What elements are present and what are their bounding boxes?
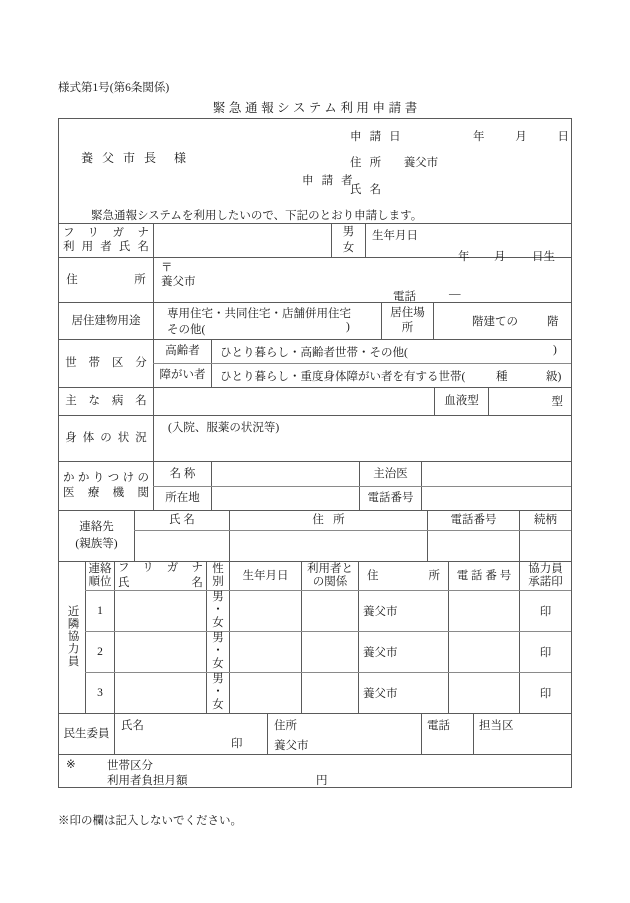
building-other-option[interactable]: その他( xyxy=(167,323,206,336)
neighbor-name-input-2[interactable] xyxy=(114,632,206,672)
applicant-name-label: 氏 名 xyxy=(350,184,384,196)
welfare-address-label: 住所 xyxy=(274,719,297,732)
contact-label-line1: 連絡先 xyxy=(79,521,114,534)
welfare-commissioner-row xyxy=(59,713,571,754)
elderly-options[interactable]: ひとり暮らし・高齢者世帯・その他( xyxy=(220,346,408,359)
neighbor-sex-2[interactable]: 男 ・ 女 xyxy=(206,632,229,672)
neighbor-relation-input-2[interactable] xyxy=(301,632,358,672)
neighbor-seal-2[interactable]: 印 xyxy=(519,632,571,672)
household-category-row xyxy=(59,339,571,387)
illness-input[interactable] xyxy=(153,388,434,415)
neighbors-col-birth: 生年月日 xyxy=(242,569,289,582)
applicant-address-label: 住 所 xyxy=(350,157,384,169)
welfare-seal[interactable]: 印 xyxy=(231,737,243,750)
phone-dash: — xyxy=(449,287,461,300)
official-mark-icon: ※ xyxy=(66,758,76,771)
application-statement: 緊急通報システムを利用したいので、下記のとおり申請します。 xyxy=(91,210,423,222)
neighbors-col-furigana: フリガナ xyxy=(118,562,203,575)
neighbors-col-order: 連絡 順位 xyxy=(88,562,112,588)
building-other-close: ) xyxy=(346,320,350,333)
form-number: 様式第1号(第6条関係) xyxy=(58,82,170,94)
neighbor-phone-input-3[interactable] xyxy=(448,673,519,713)
official-use-row xyxy=(59,754,571,787)
neighbor-birth-input-3[interactable] xyxy=(229,673,301,713)
blood-type-unit: 型 xyxy=(551,395,563,408)
address-label: 住所 xyxy=(66,273,149,286)
table-row xyxy=(85,591,571,632)
official-household-label: 世帯区分 xyxy=(107,759,153,772)
birth-year-label: 年 xyxy=(458,251,470,263)
neighbor-order-3: 3 xyxy=(97,686,103,699)
apply-month-label: 月 xyxy=(515,131,527,143)
clinic-location-input[interactable] xyxy=(211,487,359,510)
elderly-options-close: ) xyxy=(553,343,557,356)
building-options-cell[interactable] xyxy=(153,303,381,339)
building-use-row xyxy=(59,302,571,339)
sex-female-option[interactable]: 女 xyxy=(342,242,355,255)
physical-condition-label: 身体の状況 xyxy=(65,432,149,445)
contact-col-address: 住 所 xyxy=(312,514,348,527)
phone-label: 電話 xyxy=(393,290,416,303)
neighbor-sex-3[interactable]: 男 ・ 女 xyxy=(206,673,229,713)
neighbors-col-relation: 利用者と の関係 xyxy=(307,562,353,588)
contact-relation-input[interactable] xyxy=(519,531,571,561)
welfare-district-label: 担当区 xyxy=(479,719,514,732)
applicant-label: 申 請 者 xyxy=(302,175,356,187)
building-options[interactable]: 専用住宅・共同住宅・店舗併用住宅 xyxy=(167,307,351,320)
contact-col-phone: 電話番号 xyxy=(450,514,497,527)
floor-unit-label: 階 xyxy=(547,315,559,328)
residence-place-label: 居住場所 xyxy=(390,307,425,334)
neighbors-col-name: 氏 名 xyxy=(118,576,203,589)
illness-row xyxy=(59,387,571,415)
neighbor-city-3: 養父市 xyxy=(363,687,398,700)
physical-condition-row xyxy=(59,415,571,461)
user-name-input[interactable] xyxy=(153,224,331,257)
user-name-label: 利用者氏名 xyxy=(63,241,149,254)
birth-date-cell[interactable] xyxy=(365,224,571,263)
clinic-phone-label: 電話番号 xyxy=(367,492,414,505)
birth-day-label: 日生 xyxy=(532,251,555,263)
table-row xyxy=(85,673,571,713)
neighbor-relation-input-3[interactable] xyxy=(301,673,358,713)
application-form-table xyxy=(58,118,572,788)
neighbor-name-input-1[interactable] xyxy=(114,591,206,631)
neighbor-sex-1[interactable]: 男 ・ 女 xyxy=(206,591,229,631)
address-input-cell[interactable] xyxy=(153,258,571,302)
attending-doctor-input[interactable] xyxy=(421,462,571,486)
official-currency-label: 円 xyxy=(316,774,328,787)
welfare-phone-input[interactable] xyxy=(421,714,473,754)
welfare-name-label: 氏名 xyxy=(121,719,144,732)
welfare-name-input[interactable] xyxy=(114,714,267,754)
clinic-row xyxy=(59,461,571,510)
user-name-row xyxy=(59,223,571,263)
elderly-label: 高齢者 xyxy=(165,345,200,358)
welfare-phone-label: 電話 xyxy=(427,719,450,732)
neighbors-side-label: 近隣協力員 xyxy=(66,604,79,667)
physical-condition-note: (入院、服薬の状況等) xyxy=(168,421,280,434)
neighbor-phone-input-1[interactable] xyxy=(448,591,519,631)
apply-year-label: 年 xyxy=(473,131,485,143)
contact-label-line2: (親族等) xyxy=(75,537,118,550)
clinic-label-line1: かかりつけの xyxy=(63,472,149,485)
welfare-district-input[interactable] xyxy=(473,714,571,754)
disability-kind-label: 種 xyxy=(496,370,508,383)
elderly-options-cell[interactable] xyxy=(211,340,571,363)
applicant-address-value: 養父市 xyxy=(403,157,439,169)
neighbors-col-sex: 性 別 xyxy=(212,562,224,588)
addressee: 養 父 市 長 様 xyxy=(81,151,190,165)
form-footnote: ※印の欄は記入しないでください。 xyxy=(58,815,242,827)
disabled-label: 障がい者 xyxy=(159,369,206,382)
building-use-label: 居住建物用途 xyxy=(71,314,141,327)
apply-date-fields xyxy=(473,128,569,144)
neighbor-relation-input-1[interactable] xyxy=(301,591,358,631)
apply-date-label: 申 請 日 xyxy=(350,131,404,143)
neighbor-seal-1[interactable]: 印 xyxy=(519,591,571,631)
neighbor-address-input-1[interactable] xyxy=(358,591,448,631)
illness-label: 主な病名 xyxy=(65,395,149,408)
neighbor-phone-input-2[interactable] xyxy=(448,632,519,672)
apply-day-label: 日 xyxy=(557,131,569,143)
applicant-address xyxy=(350,154,438,170)
official-fee-label: 利用者負担月額 xyxy=(107,774,188,787)
clinic-name-input[interactable] xyxy=(211,462,359,486)
neighbors-col-seal: 協力員 承諾印 xyxy=(528,562,563,588)
neighbors-col-address: 住 所 xyxy=(367,569,440,582)
contact-col-name: 氏 名 xyxy=(169,514,195,527)
floors-label: 階建ての xyxy=(472,315,518,328)
document-title: 緊急通報システム利用申請書 xyxy=(212,101,421,115)
sex-male-option[interactable]: 男 xyxy=(342,225,355,238)
welfare-city: 養父市 xyxy=(274,739,309,752)
clinic-location-label: 所在地 xyxy=(165,492,200,505)
disabled-options-cell[interactable] xyxy=(211,364,571,387)
physical-condition-input[interactable] xyxy=(153,416,571,461)
blood-type-input[interactable] xyxy=(488,388,571,415)
neighbor-birth-input-1[interactable] xyxy=(229,591,301,631)
clinic-name-label: 名 称 xyxy=(169,467,196,480)
contact-name-input[interactable] xyxy=(134,531,229,561)
neighbor-birth-input-2[interactable] xyxy=(229,632,301,672)
contact-phone-input[interactable] xyxy=(427,531,519,561)
birth-month-label: 月 xyxy=(494,251,506,263)
contact-address-input[interactable] xyxy=(229,531,427,561)
postal-mark-icon: 〒 xyxy=(161,261,173,274)
contact-row xyxy=(59,510,571,561)
neighbor-city-1: 養父市 xyxy=(363,605,398,618)
neighbor-seal-3[interactable]: 印 xyxy=(519,673,571,713)
sex-cell[interactable] xyxy=(331,224,365,257)
header-block-row xyxy=(59,119,571,223)
welfare-commissioner-label: 民生委員 xyxy=(63,727,110,740)
contact-col-relation: 続柄 xyxy=(534,514,557,527)
disabled-options[interactable]: ひとり暮らし・重度身体障がい者を有する世帯( xyxy=(220,370,466,383)
floor-cell[interactable] xyxy=(433,303,571,339)
furigana-label: フリガナ xyxy=(63,227,149,239)
attending-doctor-label: 主治医 xyxy=(373,467,408,480)
neighbor-city-2: 養父市 xyxy=(363,646,398,659)
neighbors-col-phone: 電 話 番 号 xyxy=(456,569,512,582)
neighbor-order-2: 2 xyxy=(97,645,103,658)
neighbor-address-input-2[interactable] xyxy=(358,632,448,672)
birth-date-label: 生年月日 xyxy=(372,230,418,242)
table-row xyxy=(85,632,571,673)
clinic-phone-input[interactable] xyxy=(421,487,571,510)
blood-type-label: 血液型 xyxy=(444,395,479,408)
household-category-label: 世帯区分 xyxy=(65,357,149,370)
neighbor-name-input-3[interactable] xyxy=(114,673,206,713)
neighbor-address-input-3[interactable] xyxy=(358,673,448,713)
neighbor-order-1: 1 xyxy=(97,604,103,617)
neighbors-row xyxy=(59,561,571,713)
welfare-address-input[interactable] xyxy=(267,714,421,754)
address-row xyxy=(59,257,571,302)
address-city: 養父市 xyxy=(161,275,196,288)
clinic-label-line2: 医療機関 xyxy=(63,486,149,499)
disability-grade-label: 級) xyxy=(546,370,562,383)
